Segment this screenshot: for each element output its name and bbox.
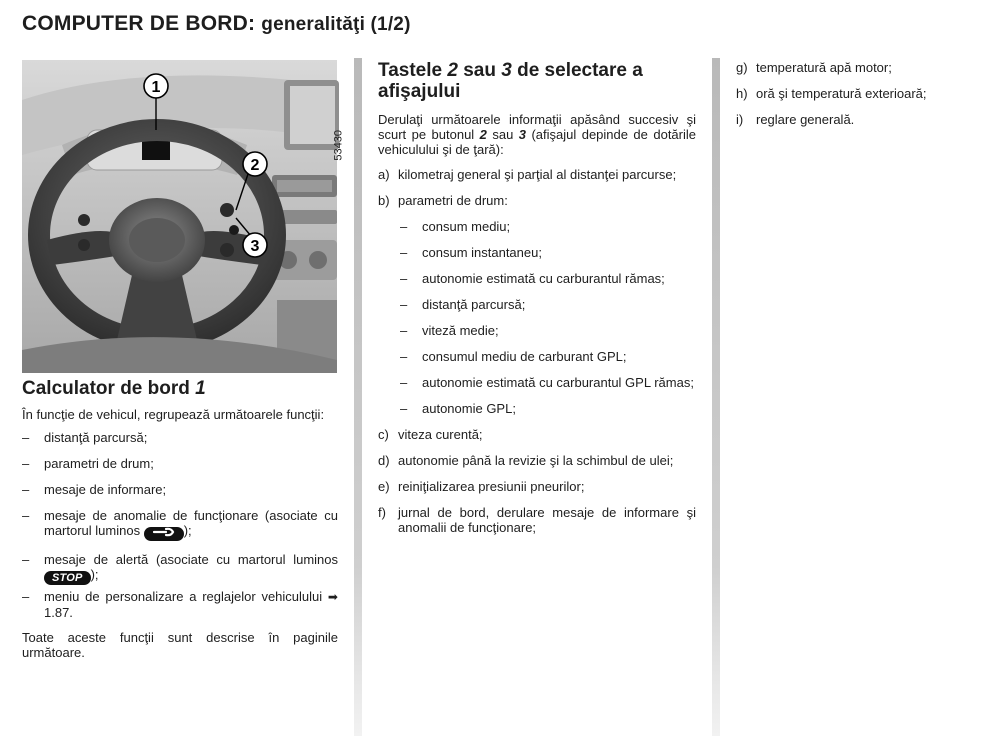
list-item-text-after: ); [183, 523, 192, 538]
title-main: COMPUTER DE BORD [22, 12, 249, 35]
list-item-text: parametri de drum; [44, 456, 154, 471]
left-heading-number: 1 [195, 378, 206, 399]
display-options-list-cont [378, 427, 696, 535]
stop-badge: STOP [44, 571, 91, 585]
figure-number: 53430 [333, 130, 345, 161]
intro-part: sau [486, 127, 519, 142]
intro-part: 2 [479, 127, 487, 142]
left-column [22, 378, 338, 660]
left-heading [22, 378, 338, 399]
left-heading-text: Calculator de bord [22, 378, 196, 399]
list-item-text: distanţă parcursă; [44, 430, 148, 445]
list-item [22, 482, 338, 497]
middle-column [378, 60, 696, 535]
heading-part: 3 [501, 60, 512, 81]
sub-list-item: – consum instantaneu; [378, 245, 696, 260]
sub-list-item: – autonomie estimată cu carburantul GPL rămas; [378, 375, 696, 390]
title-separator: : [248, 12, 262, 35]
road-parameters-list [378, 219, 696, 416]
list-marker: i) [736, 112, 744, 127]
heading-part: Tastele [378, 60, 448, 81]
list-item [22, 589, 338, 620]
list-item-text: reglare generală. [756, 112, 855, 127]
list-item-a [378, 167, 696, 182]
list-marker: d) [378, 453, 390, 468]
sub-list-item: – distanţă parcursă; [378, 297, 696, 312]
dashboard-figure [22, 60, 345, 373]
functions-list [22, 430, 338, 620]
sub-list-item: – viteză medie; [378, 323, 696, 338]
column-divider-1 [354, 58, 362, 736]
right-column [736, 60, 986, 127]
display-options-list-end [736, 60, 986, 127]
callout-1-label: 1 [151, 79, 161, 96]
callout-3-label: 3 [250, 238, 260, 255]
list-item-text: autonomie până la revizie şi la schimbul de ulei; [398, 453, 674, 468]
list-item-text: viteza curentă; [398, 427, 483, 442]
list-marker: h) [736, 86, 748, 101]
list-marker: a) [378, 167, 390, 182]
list-item-text: temperatură apă motor; [756, 60, 892, 75]
list-item-text: parametri de drum: [398, 193, 508, 208]
display-options-list [378, 167, 696, 208]
sub-list-item: – consumul mediu de carburant GPL; [378, 349, 696, 364]
list-item-i [736, 112, 986, 127]
list-marker: f) [378, 505, 386, 520]
column-divider-2 [712, 58, 720, 736]
wrench-icon [144, 527, 184, 541]
list-item-d [378, 453, 696, 468]
list-item-b [378, 193, 696, 208]
intro-part: (afişajul depinde de dotările vehiculului şi de ţară): [378, 127, 696, 157]
list-marker: e) [378, 479, 390, 494]
list-item [22, 430, 338, 445]
title-sub: generalităţi (1/2) [261, 14, 411, 35]
left-intro: În funcţie de vehicul, regrupează următoarele funcţii: [22, 407, 325, 422]
list-item-text: mesaje de informare; [44, 482, 167, 497]
sub-list-item: – autonomie estimată cu carburantul rămas; [378, 271, 696, 286]
list-item-text: mesaje de anomalie de funcţionare (asociate cu martorul luminos [44, 508, 338, 538]
list-item [22, 508, 338, 541]
callout-2-label: 2 [250, 157, 260, 174]
list-item-g [736, 60, 986, 75]
list-item-text: jurnal de bord, derulare mesaje de informare şi anomalii de funcţionare; [398, 505, 696, 535]
list-item-text: reiniţializarea presiunii pneurilor; [398, 479, 585, 494]
heading-part: sau [457, 60, 502, 81]
intro-part: 3 [518, 127, 526, 142]
list-marker: g) [736, 60, 748, 75]
list-item-h [736, 86, 986, 101]
left-footer: Toate aceste funcţii sunt descrise în paginile următoare. [22, 630, 338, 660]
arrow-right-icon: ➡ [327, 590, 338, 604]
middle-intro [378, 112, 696, 157]
list-item-text-after: ); [90, 567, 99, 582]
list-marker: c) [378, 427, 389, 442]
list-marker: b) [378, 193, 390, 208]
list-item-e [378, 479, 696, 494]
heading-part: de selectare a afişajului [378, 60, 643, 102]
sub-list-item: – autonomie GPL; [378, 401, 696, 416]
list-item [22, 456, 338, 471]
page-reference-link[interactable]: 1.87. [44, 605, 73, 620]
list-item-text: meniu de personalizare a reglajelor vehiculului [44, 589, 323, 604]
middle-heading [378, 60, 696, 102]
heading-part: 2 [447, 60, 458, 81]
list-item-text: mesaje de alertă (asociate cu martorul luminos [44, 552, 338, 567]
list-item-c [378, 427, 696, 442]
steering-wheel-photo [22, 60, 337, 373]
page-title [22, 12, 411, 36]
sub-list-item: – consum mediu; [378, 219, 696, 234]
intro-part: Derulaţi următoarele informaţii apăsând succesiv şi scurt pe butonul [378, 112, 696, 142]
list-item [22, 552, 338, 585]
list-item-text: oră şi temperatură exterioară; [756, 86, 927, 101]
list-item-f [378, 505, 696, 535]
list-item-text: kilometraj general şi parţial al distanţei parcurse; [398, 167, 677, 182]
